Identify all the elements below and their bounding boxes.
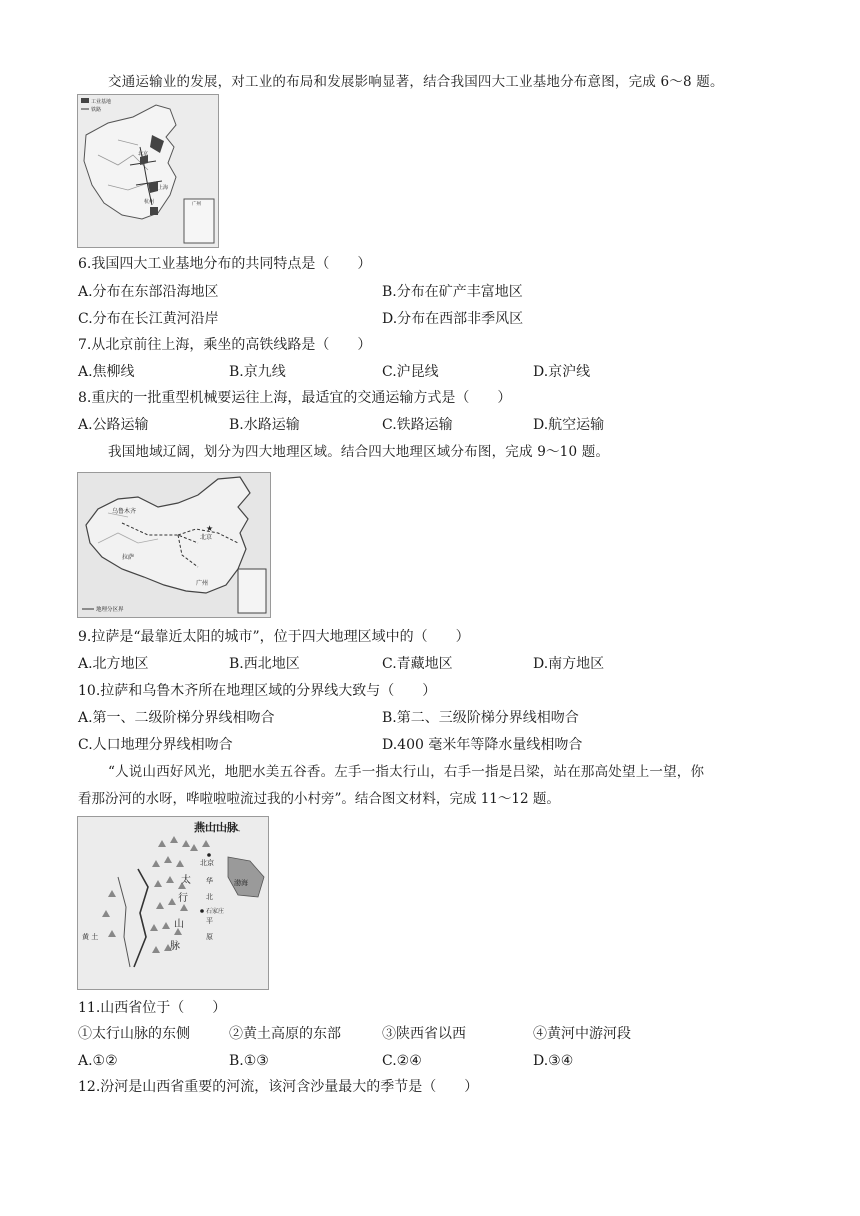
question-8-stem: 8.重庆的一批重型机械要运往上海，最适宜的交通运输方式是（ ） xyxy=(78,390,512,406)
intro-questions-11-12-line2: 看那汾河的水呀，哗啦啦啦流过我的小村旁”。结合图文材料，完成 11～12 题。 xyxy=(78,791,560,807)
legend-base-label: 工业基地 xyxy=(91,99,112,105)
q7-option-a[interactable]: A.焦柳线 xyxy=(78,364,135,380)
q8-option-d[interactable]: D.航空运输 xyxy=(533,417,605,433)
legend-boundary-label: 地理分区界 xyxy=(96,607,124,613)
q11-statement-2: ②黄土高原的东部 xyxy=(229,1026,341,1042)
q10-option-d[interactable]: D.400 毫米年等降水量线相吻合 xyxy=(382,737,583,753)
shanxi-terrain-map xyxy=(77,816,269,990)
huabei-char-2: 北 xyxy=(206,893,213,901)
q11-option-d[interactable]: D.③④ xyxy=(533,1053,574,1069)
question-11-stem: 11.山西省位于（ ） xyxy=(78,1000,227,1016)
yanshan-label: 燕山山脉 xyxy=(194,821,238,834)
q11-statement-4: ④黄河中游河段 xyxy=(533,1026,631,1042)
bohai-label: 渤海 xyxy=(234,879,248,887)
q6-option-a[interactable]: A.分布在东部沿海地区 xyxy=(78,284,219,300)
q6-option-b[interactable]: B.分布在矿产丰富地区 xyxy=(382,284,523,300)
q7-option-c[interactable]: C.沪昆线 xyxy=(382,364,439,380)
q11-option-a[interactable]: A.①② xyxy=(78,1053,118,1069)
q11-option-c[interactable]: C.②④ xyxy=(382,1053,422,1069)
city-lhasa: 拉萨 xyxy=(122,554,135,561)
svg-text:★: ★ xyxy=(206,524,214,533)
q8-option-a[interactable]: A.公路运输 xyxy=(78,417,149,433)
q9-option-a[interactable]: A.北方地区 xyxy=(78,656,149,672)
huangtu-label: 黄 土 xyxy=(82,933,99,941)
q6-option-d[interactable]: D.分布在西部非季风区 xyxy=(382,311,524,327)
shijiazhuang-label: 石家庄 xyxy=(206,908,225,915)
question-12-stem: 12.汾河是山西省重要的河流，该河含沙量最大的季节是（ ） xyxy=(78,1079,479,1095)
city-guangzhou: 广州 xyxy=(196,580,209,587)
taihang-char-3: 山 xyxy=(174,919,184,930)
intro-questions-11-12-line1: “人说山西好风光，地肥水美五谷香。左手一指太行山，右手一指是吕梁，站在那高处望上一望，你 xyxy=(108,764,705,780)
inset-label: 广州 xyxy=(192,202,201,207)
q8-option-c[interactable]: C.铁路运输 xyxy=(382,417,453,433)
q11-option-b[interactable]: B.①③ xyxy=(229,1053,269,1069)
q9-option-d[interactable]: D.南方地区 xyxy=(533,656,605,672)
q7-option-d[interactable]: D.京沪线 xyxy=(533,364,591,380)
huabei-char-1: 华 xyxy=(206,877,213,885)
q10-option-c[interactable]: C.人口地理分界线相吻合 xyxy=(78,737,233,753)
taihang-char-4: 脉 xyxy=(170,941,180,952)
city-beijing: 北京 xyxy=(138,151,149,157)
huabei-char-3: 平 xyxy=(206,917,213,925)
city-hangzhou: 杭州 xyxy=(144,199,155,205)
q9-option-b[interactable]: B.西北地区 xyxy=(229,656,300,672)
geographic-regions-map xyxy=(77,472,271,618)
taihang-char-2: 行 xyxy=(178,893,188,904)
question-7-stem: 7.从北京前往上海，乘坐的高铁线路是（ ） xyxy=(78,337,372,353)
beijing-label: 北京 xyxy=(200,859,214,867)
question-10-stem: 10.拉萨和乌鲁木齐所在地理区域的分界线大致与（ ） xyxy=(78,683,437,699)
q7-option-b[interactable]: B.京九线 xyxy=(229,364,286,380)
question-6-stem: 6.我国四大工业基地分布的共同特点是（ ） xyxy=(78,256,372,272)
legend-rail-label: 铁路 xyxy=(91,107,102,113)
q10-option-b[interactable]: B.第二、三级阶梯分界线相吻合 xyxy=(382,710,579,726)
q8-option-b[interactable]: B.水路运输 xyxy=(229,417,300,433)
city-beijing: 北京 xyxy=(200,534,213,541)
city-urumqi: 乌鲁木齐 xyxy=(112,508,137,515)
taihang-char-1: 太 xyxy=(181,875,191,886)
q11-statement-3: ③陕西省以西 xyxy=(382,1026,466,1042)
huabei-char-4: 原 xyxy=(206,933,213,941)
q9-option-c[interactable]: C.青藏地区 xyxy=(382,656,453,672)
q10-option-a[interactable]: A.第一、二级阶梯分界线相吻合 xyxy=(78,710,275,726)
industrial-bases-map xyxy=(77,94,219,248)
q11-statement-1: ①太行山脉的东侧 xyxy=(78,1026,190,1042)
intro-questions-6-8: 交通运输业的发展，对工业的布局和发展影响显著，结合我国四大工业基地分布意图，完成 6～8 题。 xyxy=(108,74,724,90)
intro-questions-9-10: 我国地域辽阔，划分为四大地理区域。结合四大地理区域分布图，完成 9～10 题。 xyxy=(108,444,610,460)
city-shanghai: 上海 xyxy=(158,185,169,191)
question-9-stem: 9.拉萨是“最靠近太阳的城市”，位于四大地理区域中的（ ） xyxy=(78,629,470,645)
q6-option-c[interactable]: C.分布在长江黄河沿岸 xyxy=(78,311,219,327)
